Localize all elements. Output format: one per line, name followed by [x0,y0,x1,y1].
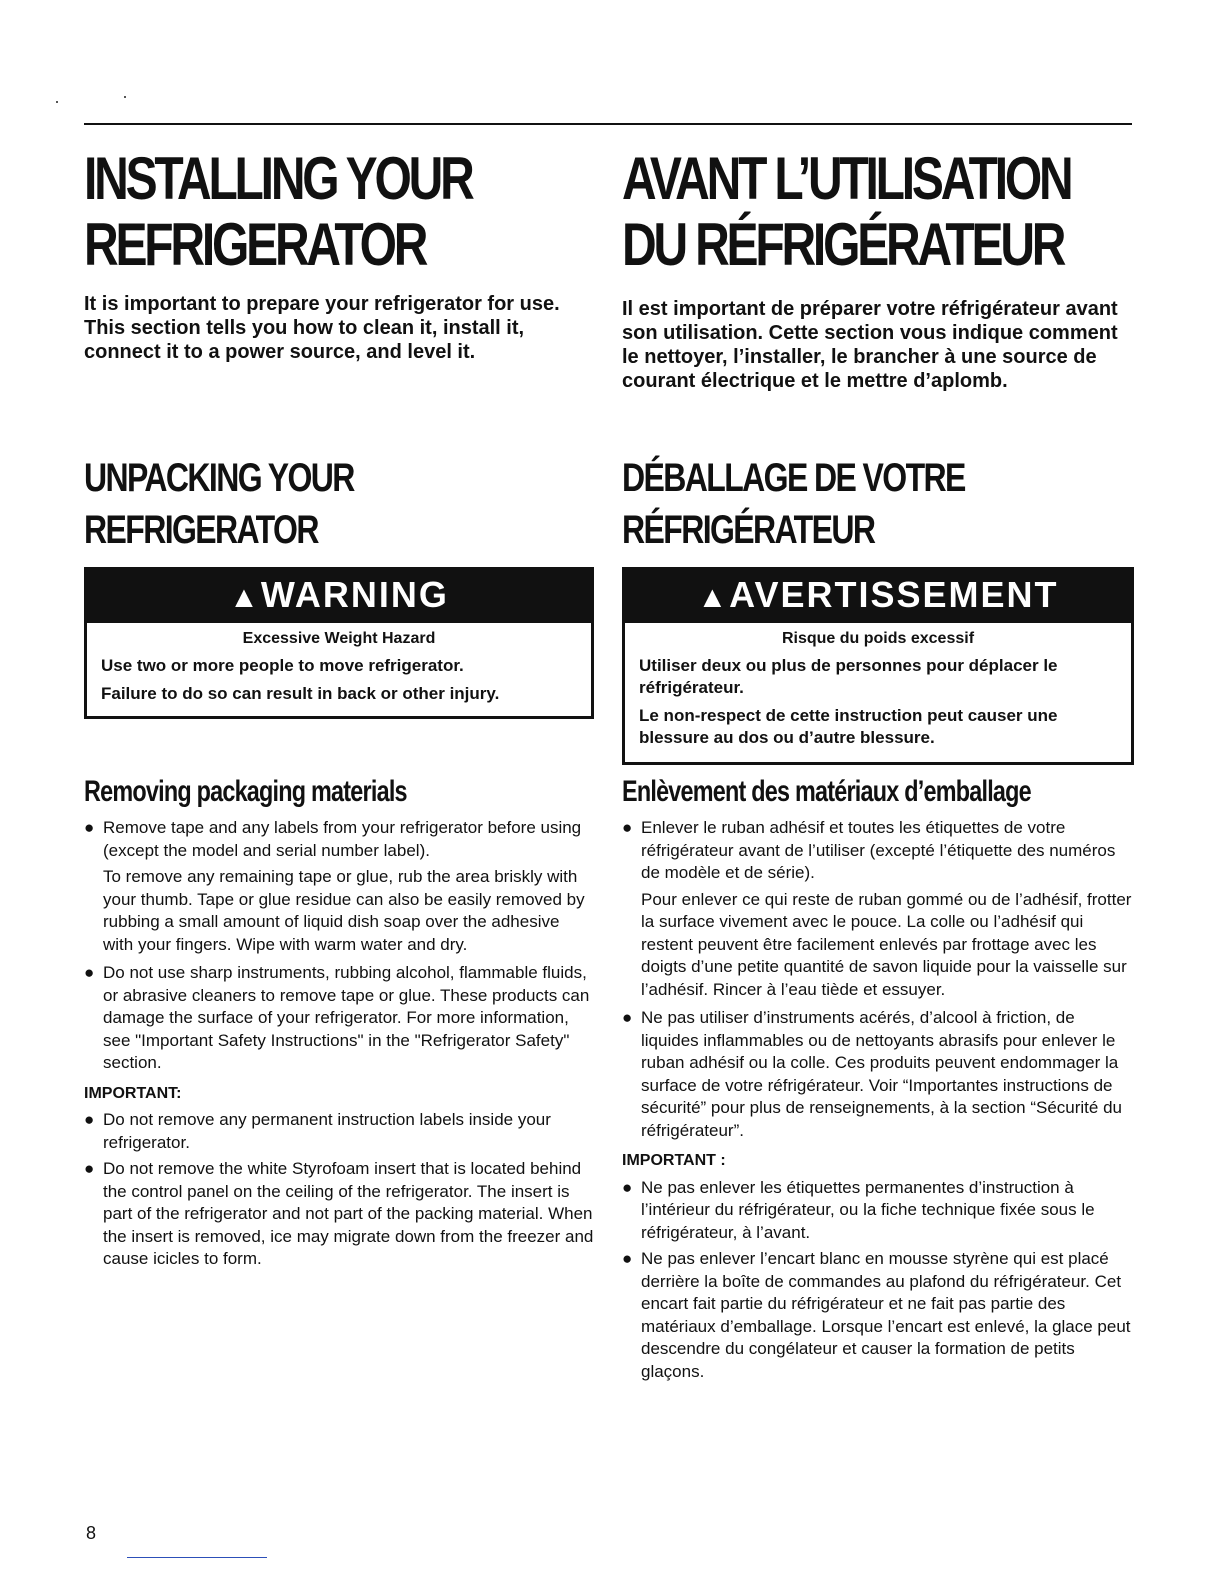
list-item-text: Ne pas enlever l’encart blanc en mousse styrène qui est placé derrière la boîte de commandes au plafond du réfrigérateur. Cet encart fait partie du réfrigérateur et ne fait pas partie des matériaux d’emballage. Lorsque l’encart est enlevé, la glace peut descendre du congélateur et causer la formation de petits glaçons. [641,1249,1131,1381]
list-item-text: Enlever le ruban adhésif et toutes les étiquettes de votre réfrigérateur avant de l’utiliser (excepté l’étiquette des numéros de modèle et de série). [641,818,1116,882]
bullet-icon: ● [622,1177,633,1197]
section-title: UNPACKING YOUR REFRIGERATOR [84,456,354,552]
subsection-title: Removing packaging materials [84,775,407,808]
list-item-text: Ne pas utiliser d’instruments acérés, d’alcool à friction, de liquides inflammables ou de nettoyants abrasifs pour enlever le ruban adhésif ou la colle. Ces produits peuvent endommager la surface de votre réfrigérateur. Voir “Importantes instructions de sécurité” pour plus de renseignements, à la section “Sécurité du réfrigérateur”. [641,1008,1122,1140]
list-item-text: Remove tape and any labels from your refrigerator before using (except the model and serial number label). [103,818,582,860]
section-title: DÉBALLAGE DE VOTRE RÉFRIGÉRATEUR [622,456,965,552]
page-number: 8 [86,1523,97,1543]
list-item [622,1248,1134,1383]
bullet-icon: ● [622,818,633,837]
instructions-body [84,817,594,1275]
instructions-body [622,817,1134,1387]
list-item [84,817,594,862]
bullet-icon: ● [84,1159,95,1178]
warning-heading: WARNING [260,574,449,615]
list-item [84,962,594,1075]
warning-line: Use two or more people to move refrigerator. [101,656,464,675]
important-label: IMPORTANT: [84,1084,182,1102]
warning-line: Le non-respect de cette instruction peut causer une blessure au dos ou d’autre blessure. [639,706,1058,747]
bullet-icon: ● [84,1110,95,1129]
intro-text: Il est important de préparer votre réfrigérateur avant son utilisation. Cette section vous indique comment le nettoyer, l’installer, le brancher à une source de courant électrique et le mettre d’aplomb. [622,298,1118,392]
bullet-icon: ● [622,1008,633,1027]
list-item [84,1158,594,1271]
warning-triangle-icon: ▲ [229,581,259,614]
subsection-title: Enlèvement des matériaux d’emballage [622,775,1031,808]
warning-heading: AVERTISSEMENT [729,574,1059,615]
intro-text: It is important to prepare your refrigerator for use. This section tells you how to clean it, install it, connect it to a power source, and level it. [84,293,560,363]
scan-speck [56,101,58,103]
list-item [622,1007,1134,1142]
bullet-icon: ● [622,1249,633,1268]
top-rule [84,123,1132,125]
page-title: AVANT L’UTILISATION DU RÉFRIGÉRATEUR [622,145,1071,278]
list-item [84,1109,594,1154]
footer-rule [127,1557,267,1558]
warning-header [87,570,591,623]
list-item-text: Ne pas enlever les étiquettes permanentes d’instruction à l’intérieur du réfrigérateur, ou la fiche technique fixée sous le réfrigérateur, à l’avant. [641,1177,1095,1242]
warning-subtitle: Excessive Weight Hazard [242,630,436,647]
warning-box [84,567,594,719]
warning-line: Utiliser deux ou plus de personnes pour déplacer le réfrigérateur. [639,656,1058,697]
list-item [622,1177,1134,1245]
warning-line: Failure to do so can result in back or other injury. [101,684,500,703]
scan-speck [124,96,126,98]
note-paragraph: Pour enlever ce qui reste de ruban gommé ou de l’adhésif, frotter la surface vivement avec le pouce. La colle ou l’adhésif qui restent peuvent être facilement enlevés par frottage avec les doigts d’une petite quantité de savon liquide pour la vaisselle sur l’adhésif. Rincer à l’eau tiède et essuyer. [641,889,1132,999]
warning-subtitle: Risque du poids excessif [781,630,975,647]
bullet-icon: ● [84,963,95,982]
warning-box [622,567,1134,765]
important-label: IMPORTANT : [622,1152,726,1169]
page-title: INSTALLING YOUR REFRIGERATOR [84,145,472,278]
bullet-icon: ● [84,818,95,837]
warning-triangle-icon: ▲ [697,581,728,614]
note-paragraph: To remove any remaining tape or glue, rub the area briskly with your thumb. Tape or glue residue can also be easily removed by rubbing a small amount of liquid dish soap over the adhesive with your fingers. Wipe with warm water and dry. [103,867,585,954]
list-item-text: Do not remove the white Styrofoam insert that is located behind the control panel on the ceiling of the refrigerator. The insert is part of the refrigerator and not part of the packing material. When the insert is removed, ice may migrate down from the freezer and cause icicles to form. [103,1159,594,1268]
list-item-text: Do not use sharp instruments, rubbing alcohol, flammable fluids, or abrasive cleaners to remove tape or glue. These products can damage the surface of your refrigerator. For more information, see "Important Safety Instructions" in the "Refrigerator Safety" section. [103,963,590,1072]
list-item [622,817,1134,885]
warning-header [625,570,1131,623]
list-item-text: Do not remove any permanent instruction labels inside your refrigerator. [103,1110,551,1152]
